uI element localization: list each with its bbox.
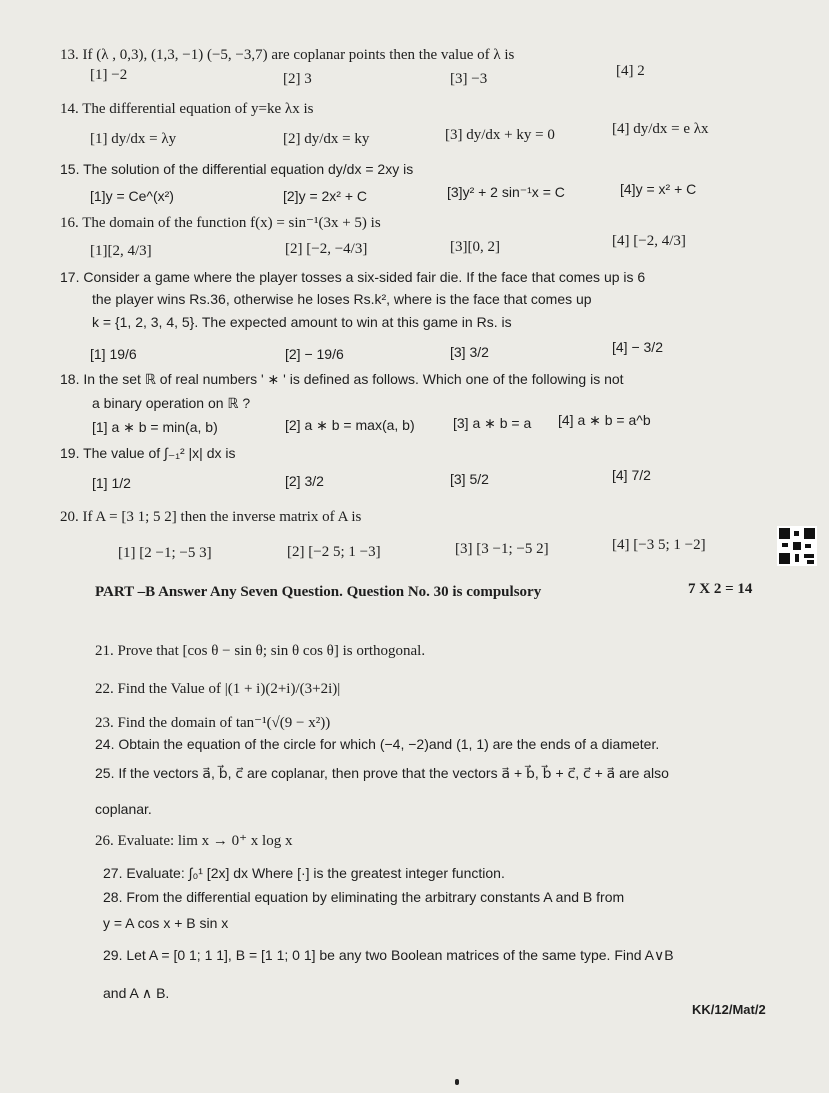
q20-option-4: [4] [−3 5; 1 −2]: [612, 537, 706, 553]
question-17-line-2: the player wins Rs.36, otherwise he loses Rs.k², where is the face that comes up: [92, 291, 592, 307]
question-19: 19. The value of ∫₋₁² |x| dx is: [60, 445, 236, 461]
q19-option-1: [1] 1/2: [92, 475, 131, 491]
q17-option-3: [3] 3/2: [450, 344, 489, 360]
question-18-line-2: a binary operation on ℝ ?: [92, 395, 251, 411]
q20-option-2: [2] [−2 5; 1 −3]: [287, 544, 381, 560]
q20-option-3: [3] [3 −1; −5 2]: [455, 541, 549, 557]
q20-option-1: [1] [2 −1; −5 3]: [118, 545, 212, 561]
part-b-title: PART –B Answer Any Seven Question. Question No. 30 is compulsory: [95, 584, 542, 600]
qr-code-icon: [777, 526, 817, 566]
q19-option-3: [3] 5/2: [450, 471, 489, 487]
question-15: 15. The solution of the differential equation dy/dx = 2xy is: [60, 161, 414, 177]
q17-option-1: [1] 19/6: [90, 346, 137, 362]
question-18: 18. In the set ℝ of real numbers ' ∗ ' is defined as follows. Which one of the following is not: [60, 371, 624, 387]
q19-option-2: [2] 3/2: [285, 473, 324, 489]
q19-option-4: [4] 7/2: [612, 467, 651, 483]
question-25-line-2: coplanar.: [95, 801, 152, 817]
q14-option-1: [1] dy/dx = λy: [90, 131, 177, 147]
question-29: 29. Let A = [0 1; 1 1], B = [1 1; 0 1] be any two Boolean matrices of the same type. Find A∨B: [103, 947, 674, 963]
question-26: 26. Evaluate: lim x → 0⁺ x log x: [95, 833, 293, 849]
q13-option-4: [4] 2: [616, 63, 645, 79]
question-27: 27. Evaluate: ∫₀¹ [2x] dx Where [·] is the greatest integer function.: [103, 865, 505, 881]
q14-option-3: [3] dy/dx + ky = 0: [445, 127, 555, 143]
q15-option-1: [1]y = Ce^(x²): [90, 188, 174, 204]
question-28-line-2: y = A cos x + B sin x: [103, 915, 229, 931]
question-20: 20. If A = [3 1; 5 2] then the inverse matrix of A is: [60, 509, 362, 525]
q13-option-2: [2] 3: [283, 71, 312, 87]
q14-option-2: [2] dy/dx = ky: [283, 131, 370, 147]
question-17-line-3: k = {1, 2, 3, 4, 5}. The expected amount to win at this game in Rs. is: [92, 314, 512, 330]
question-23: 23. Find the domain of tan⁻¹(√(9 − x²)): [95, 715, 331, 731]
q15-option-2: [2]y = 2x² + C: [283, 188, 368, 204]
q15-option-3: [3]y² + 2 sin⁻¹x = C: [447, 184, 565, 200]
question-28: 28. From the differential equation by eliminating the arbitrary constants A and B from: [103, 889, 625, 905]
q13-option-3: [3] −3: [450, 71, 488, 87]
question-13: 13. If (λ , 0,3), (1,3, −1) (−5, −3,7) are coplanar points then the value of λ is: [60, 47, 515, 63]
q18-option-1: [1] a ∗ b = min(a, b): [92, 419, 218, 435]
part-b-marks: 7 X 2 = 14: [688, 581, 753, 597]
q17-option-4: [4] − 3/2: [612, 339, 663, 355]
question-21: 21. Prove that [cos θ − sin θ; sin θ cos θ] is orthogonal.: [95, 643, 426, 659]
paper-code: KK/12/Mat/2: [692, 1002, 766, 1017]
question-17: 17. Consider a game where the player tosses a six-sided fair die. If the face that comes up is 6: [60, 269, 646, 285]
q18-option-3: [3] a ∗ b = a: [453, 415, 532, 431]
q18-option-2: [2] a ∗ b = max(a, b): [285, 417, 415, 433]
page-dot: [455, 1079, 459, 1085]
question-16: 16. The domain of the function f(x) = sin⁻¹(3x + 5) is: [60, 215, 381, 231]
question-22: 22. Find the Value of |(1 + i)(2+i)/(3+2i)|: [95, 681, 341, 697]
q13-option-1: [1] −2: [90, 67, 128, 83]
question-14: 14. The differential equation of y=ke λx is: [60, 101, 314, 117]
question-29-line-2: and A ∧ B.: [103, 985, 170, 1001]
question-24: 24. Obtain the equation of the circle for which (−4, −2)and (1, 1) are the ends of a diameter.: [95, 736, 660, 752]
q18-option-4: [4] a ∗ b = a^b: [558, 412, 651, 428]
question-25: 25. If the vectors a⃗, b⃗, c⃗ are coplanar, then prove that the vectors a⃗ + b⃗, b⃗ + c⃗, c⃗ + a⃗ are also: [95, 765, 669, 781]
q16-option-3: [3][0, 2]: [450, 239, 500, 255]
q17-option-2: [2] − 19/6: [285, 346, 344, 362]
q16-option-2: [2] [−2, −4/3]: [285, 241, 368, 257]
q16-option-4: [4] [−2, 4/3]: [612, 233, 686, 249]
q16-option-1: [1][2, 4/3]: [90, 243, 152, 259]
q14-option-4: [4] dy/dx = e λx: [612, 121, 709, 137]
q15-option-4: [4]y = x² + C: [620, 181, 697, 197]
